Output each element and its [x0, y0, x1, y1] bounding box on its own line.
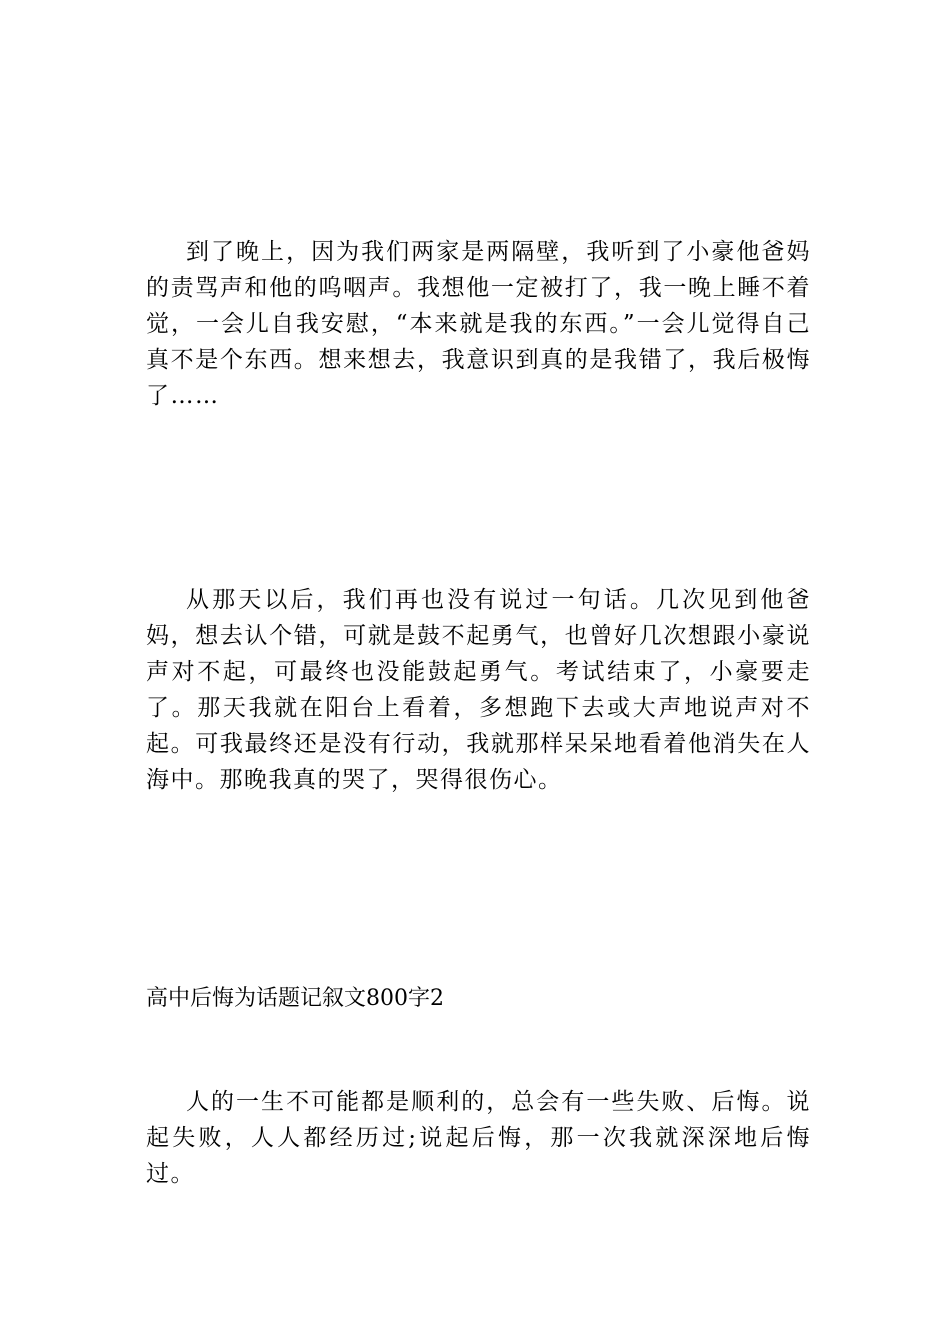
- paragraph-life-not-smooth: 人的一生不可能都是顺利的，总会有一些失败、后悔。说起失败，人人都经历过;说起后悔，那一次我就深深地后悔过。: [146, 1089, 811, 1187]
- section-title: 高中后悔为话题记叙文800字2: [146, 986, 444, 1011]
- paragraph-never-spoke-again: 从那天以后，我们再也没有说过一句话。几次见到他爸妈，想去认个错，可就是鼓不起勇气，也曾好几次想跟小豪说声对不起，可最终也没能鼓起勇气。考试结束了，小豪要走了。那天我就在阳台上看着，多想跑下去或大声地说声对不起。可我最终还是没有行动，我就那样呆呆地看着他消失在人海中。那晚我真的哭了，哭得很伤心。: [146, 587, 811, 793]
- paragraph-evening-regret: 到了晚上，因为我们两家是两隔壁，我听到了小豪他爸妈的责骂声和他的呜咽声。我想他一定被打了，我一晚上睡不着觉，一会儿自我安慰，“本来就是我的东西。”一会儿觉得自己真不是个东西。想来想去，我意识到真的是我错了，我后极悔了……: [146, 239, 811, 409]
